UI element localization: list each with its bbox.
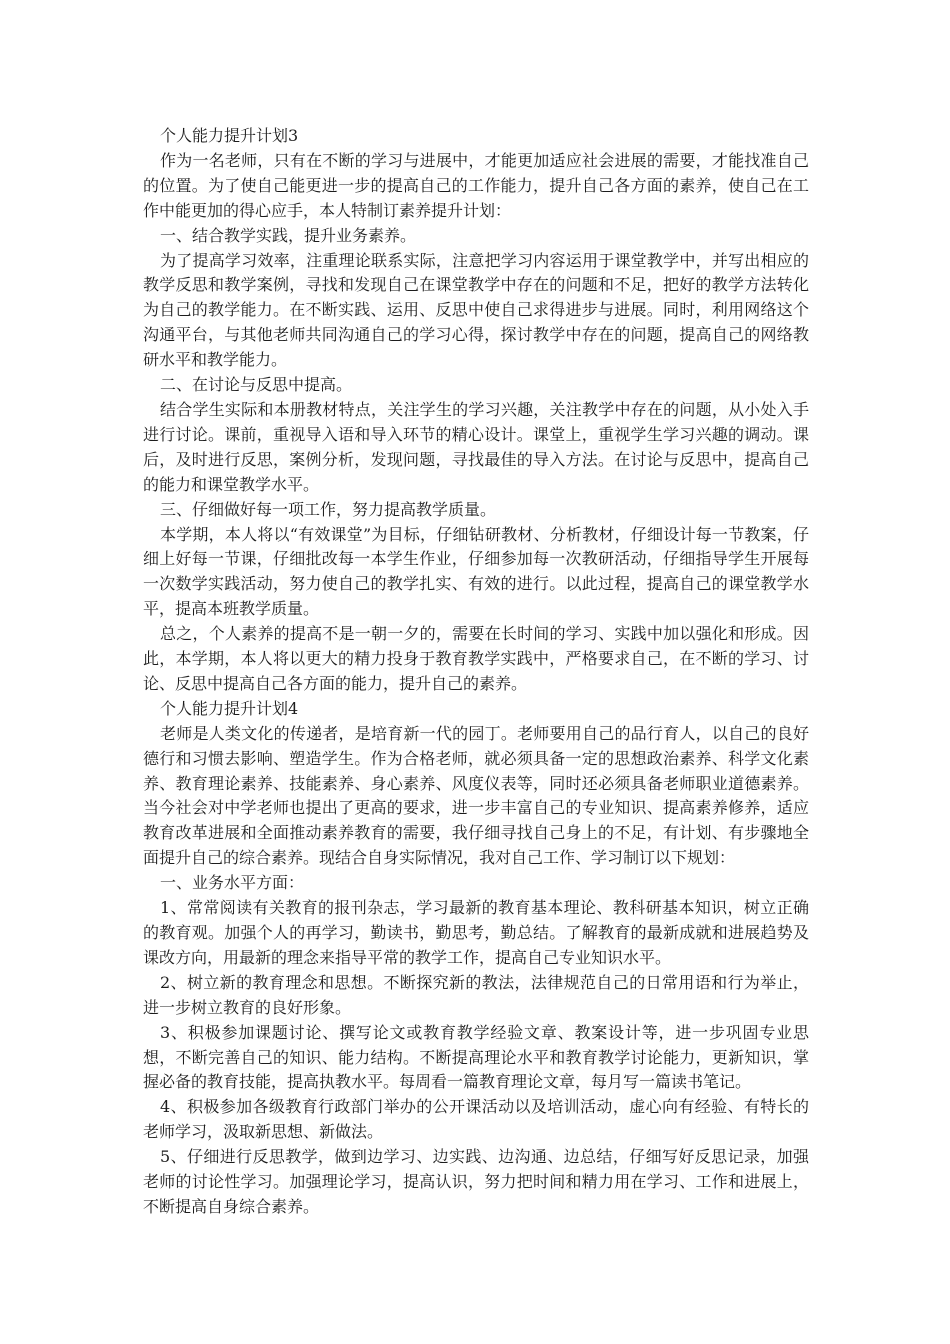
heading-practice: 一、结合教学实践，提升业务素养。 — [160, 225, 417, 245]
paragraph-summary: 总之，个人素养的提高不是一朝一夕的，需要在长时间的学习、实践中加以强化和形成。因此，本学期，本人将以更大的精力投身于教育教学实践中，严格要求自己，在不断的学习、讨论、反思中提高自己各方面的能力，提升自己的素养。 — [143, 624, 809, 693]
heading-quality: 三、仔细做好每一项工作，努力提高教学质量。 — [160, 499, 497, 519]
list-item-1: 1、常常阅读有关教育的报刊杂志，学习最新的教育基本理论、教科研基本知识，树立正确的教育观。加强个人的再学习，勤读书，勤思考，勤总结。了解教育的最新成就和进展趋势及课改方向，用最新的理念来指导平常的教学工作，提高自己专业知识水平。 — [143, 898, 809, 967]
list-item-3: 3、积极参加课题讨论、撰写论文或教育教学经验文章、教案设计等，进一步巩固专业思想，不断完善自己的知识、能力结构。不断提高理论水平和教育教学讨论能力，更新知识，掌握必备的教育技能，提高执教水平。每周看一篇教育理论文章，每月写一篇读书笔记。 — [143, 1022, 809, 1092]
heading-discussion: 二、在讨论与反思中提高。 — [160, 375, 353, 395]
heading-business-level: 一、业务水平方面： — [160, 873, 305, 893]
paragraph-intro: 作为一名老师，只有在不断的学习与进展中，才能更加适应社会进展的需要，才能找准自己的位置。为了使自己能更进一步的提高自己的工作能力，提升自己各方面的素养，使自己在工作中能更加的得心应手，本人特制订素养提升计划： — [143, 150, 809, 220]
paragraph-discussion: 结合学生实际和本册教材特点，关注学生的学习兴趣，关注教学中存在的问题，从小处入手进行讨论。课前，重视导入语和导入环节的精心设计。课堂上，重视学生学习兴趣的调动。课后，及时进行反思，案例分析，发现问题，寻找最佳的导入方法。在讨论与反思中，提高自己的能力和课堂教学水平。 — [143, 399, 809, 494]
section-title-plan-4: 个人能力提升计划4 — [160, 698, 299, 718]
paragraph-plan4-intro: 老师是人类文化的传递者，是培育新一代的园丁。老师要用自己的品行育人，以自己的良好德行和习惯去影响、塑造学生。作为合格老师，就必须具备一定的思想政治素养、科学文化素养、教育理论素养、技能素养、身心素养、风度仪表等，同时还必须具备老师职业道德素养。当今社会对中学老师也提出了更高的要求，进一步丰富自己的专业知识、提高素养修养，适应教育改革进展和全面推动素养教育的需要，我仔细寻找自己身上的不足，有计划、有步骤地全面提升自己的综合素养。现结合自身实际情况，我对自己工作、学习制订以下规划： — [143, 723, 809, 868]
document-page — [143, 124, 809, 1220]
list-item-5: 5、仔细进行反思教学，做到边学习、边实践、边沟通、边总结，仔细写好反思记录，加强老师的讨论性学习。加强理论学习，提高认识，努力把时间和精力用在学习、工作和进展上，不断提高自身综合素养。 — [143, 1147, 809, 1216]
paragraph-practice: 为了提高学习效率，注重理论联系实际，注意把学习内容运用于课堂教学中，并写出相应的教学反思和教学案例，寻找和发现自己在课堂教学中存在的问题和不足，把好的教学方法转化为自己的教学能力。在不断实践、运用、反思中使自己求得进步与进展。同时，利用网络这个沟通平台，与其他老师共同沟通自己的学习心得，探讨教学中存在的问题，提高自己的网络教研水平和教学能力。 — [143, 250, 809, 370]
section-title-plan-3: 个人能力提升计划3 — [160, 126, 299, 145]
list-item-2: 2、树立新的教育理念和思想。不断探究新的教法，法律规范自己的日常用语和行为举止，进一步树立教育的良好形象。 — [143, 972, 809, 1017]
paragraph-quality: 本学期，本人将以“有效课堂”为目标，仔细钻研教材、分析教材，仔细设计每一节教案，仔细上好每一节课，仔细批改每一本学生作业，仔细参加每一次教研活动，仔细指导学生开展每一次数学实践活动，努力使自己的教学扎实、有效的进行。以此过程，提高自己的课堂教学水平，提高本班教学质量。 — [143, 524, 809, 619]
list-item-4: 4、积极参加各级教育行政部门举办的公开课活动以及培训活动，虚心向有经验、有特长的老师学习，汲取新思想、新做法。 — [143, 1097, 809, 1142]
